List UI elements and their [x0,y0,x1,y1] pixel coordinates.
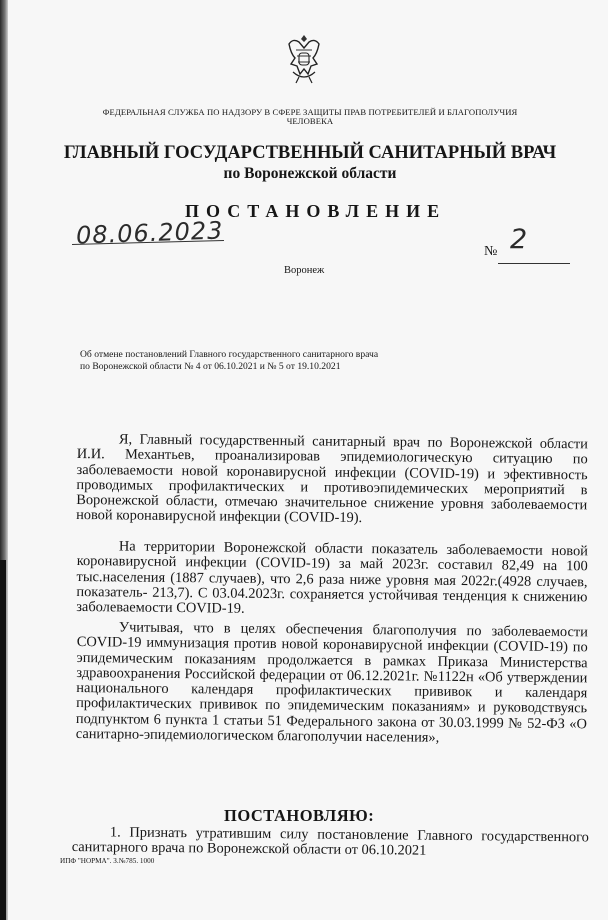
official-title: ГЛАВНЫЙ ГОСУДАРСТВЕННЫЙ САНИТАРНЫЙ ВРАЧ [63,143,557,163]
document-subject: Об отмене постановлений Главного государственного санитарного врача по Воронежской области № 4 от 06.10.2021 и № 5 от 19.10.2021 [80,349,379,372]
body-paragraph-3: Учитывая, что в целях обеспечения благополучия по заболеваемости COVID-19 иммунизация против новой коронавирусной инфекции (COVID-19) по эпидемическим показаниям продолжается в рамках Приказа Министерства здравоохранения Российской федерации от 06.12.2021г. №1122н «Об утверждении национального календаря профилактических прививок и календаря профилактических прививок по эпидемическим показаниям» и руководствуясь подпунктом 6 пункта 1 статьи 51 Федерального закона от 30.03.1999 № 52-ФЗ «О санитарно-эпидемиологическом благополучии населения», [75,619,588,746]
number-label: № [484,244,498,259]
printer-imprint: ИПФ "НОРМА". З.№785. 1000 [60,857,155,865]
decree-heading: ПОСТАНОВЛЯЮ: [224,806,375,825]
agency-name: ФЕДЕРАЛЬНАЯ СЛУЖБА ПО НАДЗОРУ В СФЕРЕ ЗАЩИТЫ ПРАВ ПОТРЕБИТЕЛЕЙ И БЛАГОПОЛУЧИЯ ЧЕЛОВЕКА [102,107,518,126]
handwritten-number: 2 [510,224,528,255]
document-type: ПОСТАНОВЛЕНИЕ [185,201,447,221]
number-underline [498,263,570,264]
body-paragraph-2: На территории Воронежской области показатель заболеваемости новой коронавирусной инфекции (COVID-19) за май 2023г. составил 82,49 на 100 тыс.населения (1887 случаев), что 2,6 раза ниже уровня мая 2022г.(4928 случаев, показатель- 213,7). С 03.04.2023г. сохраняется устойчивая тенденция к снижению заболеваемости COVID-19. [76,538,588,617]
handwritten-date: 08.06.2023 [75,216,224,250]
region-subtitle: по Воронежской области [223,165,397,182]
decree-item-1: 1. Признать утратившим силу постановление Главного государственного санитарного врача по Воронежской области от 06.10.2021 [71,824,589,860]
city-name: Воронеж [284,265,325,276]
coat-of-arms-icon [283,32,325,86]
body-paragraph-1: Я, Главный государственный санитарный врач по Воронежской области И.И. Механтьев, проанализировав эпидемиологическую ситуацию по заболеваемости новой коронавирусной инфекции (COVID-19) и эфективность проводимых профилактических и противоэпидемических мероприятий в Воронежской области, отмечаю значительное снижение уровня заболеваемости новой коронавирусной инфекции (COVID-19). [76,431,588,527]
scan-shadow-lower [0,560,6,920]
